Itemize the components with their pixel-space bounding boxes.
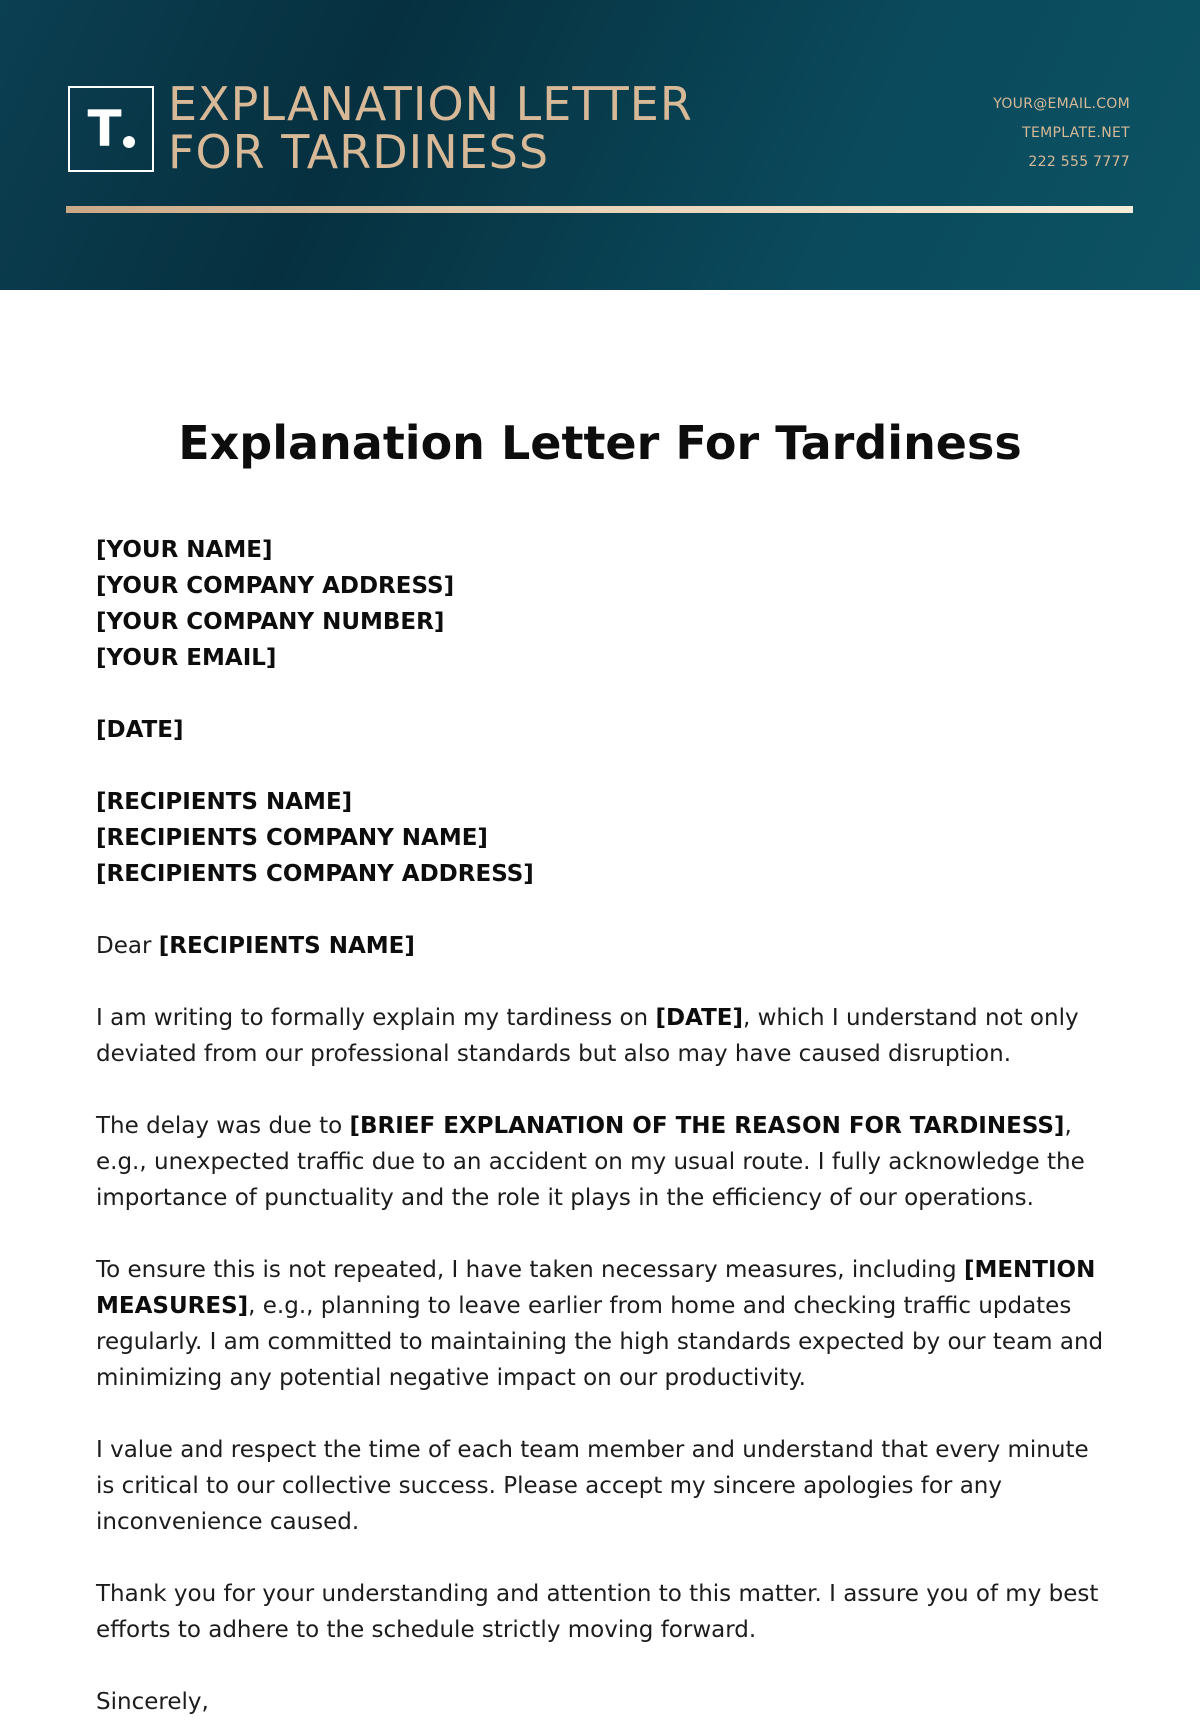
salutation-name: [RECIPIENTS NAME] xyxy=(158,933,415,959)
contact-website: TEMPLATE.NET xyxy=(1022,125,1130,141)
paragraph-5: Thank you for your understanding and attention to this matter. I assure you of my best efforts to adhere to the schedule strictly moving forward. xyxy=(96,1581,1099,1643)
p2-text-c: , e.g., unexpected traffic due to an accident on my usual route. I fully acknowledge the importance of punctuality and the role it plays in the efficiency of our operations. xyxy=(96,1113,1085,1211)
contact-email: YOUR@EMAIL.COM xyxy=(993,96,1130,112)
header-title-line1: EXPLANATION LETTER xyxy=(168,77,693,131)
sender-number: [YOUR COMPANY NUMBER] xyxy=(96,609,445,635)
sender-address: [YOUR COMPANY ADDRESS] xyxy=(96,573,455,599)
paragraph-3 xyxy=(96,1252,1106,1396)
p2-placeholder: [BRIEF EXPLANATION OF THE REASON FOR TARDINESS] xyxy=(349,1113,1065,1139)
p2-text-a: The delay was due to xyxy=(96,1113,350,1139)
letter-date: [DATE] xyxy=(96,717,184,743)
letter-body xyxy=(96,532,1106,1720)
document-title: Explanation Letter For Tardiness xyxy=(178,416,1022,470)
header-divider xyxy=(66,206,1133,213)
p1-text-c: , which I understand not only deviated from our professional standards but also may have caused disruption. xyxy=(96,1005,1079,1067)
salutation-prefix: Dear xyxy=(96,933,159,959)
contact-info xyxy=(993,90,1130,177)
sender-name: [YOUR NAME] xyxy=(96,537,273,563)
p3-text-a: To ensure this is not repeated, I have taken necessary measures, including xyxy=(96,1257,964,1283)
paragraph-1 xyxy=(96,1000,1106,1072)
recipient-address: [RECIPIENTS COMPANY ADDRESS] xyxy=(96,861,534,887)
closing: Sincerely, xyxy=(96,1689,209,1715)
p3-placeholder: [MENTION MEASURES] xyxy=(96,1257,1096,1319)
header-title-line2: FOR TARDINESS xyxy=(168,125,550,179)
header-title xyxy=(168,77,768,179)
sender-email: [YOUR EMAIL] xyxy=(96,645,277,671)
recipient-name: [RECIPIENTS NAME] xyxy=(96,789,353,815)
letterhead-banner xyxy=(0,0,1200,290)
recipient-block xyxy=(96,784,1106,892)
paragraph-4: I value and respect the time of each team member and understand that every minute is critical to our collective success. Please accept my sincere apologies for any inconvenience caused. xyxy=(96,1437,1089,1535)
p1-text-a: I am writing to formally explain my tardiness on xyxy=(96,1005,656,1031)
contact-phone: 222 555 7777 xyxy=(1028,154,1130,170)
sender-block xyxy=(96,532,1106,676)
p3-text-c: , e.g., planning to leave earlier from home and checking traffic updates regularly. I am committed to maintaining the high standards expected by our team and minimizing any potential negative impact on our productivity. xyxy=(96,1293,1104,1391)
salutation xyxy=(96,928,1106,964)
logo xyxy=(68,86,154,172)
recipient-company: [RECIPIENTS COMPANY NAME] xyxy=(96,825,488,851)
paragraph-2 xyxy=(96,1108,1106,1216)
p1-placeholder: [DATE] xyxy=(655,1005,743,1031)
logo-letter: T xyxy=(87,100,120,158)
logo-dot-icon xyxy=(123,136,135,148)
